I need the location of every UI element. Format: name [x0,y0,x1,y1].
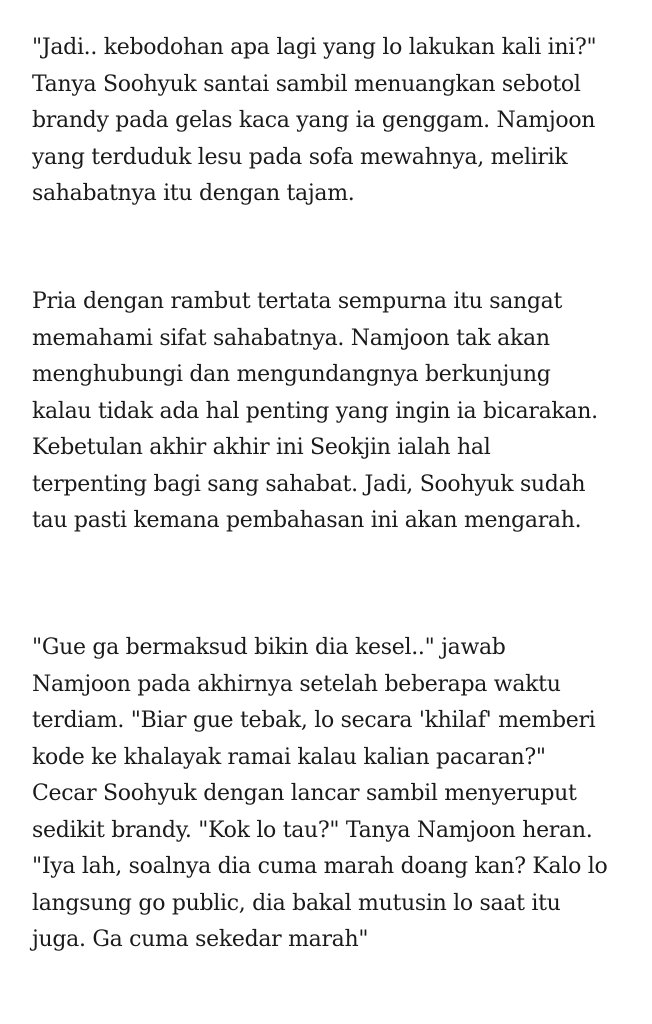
text-line: sahabatnya itu dengan tajam. [32,181,355,206]
paragraph-3 [32,630,607,959]
text-line: juga. Ga cuma sekedar marah" [32,927,369,952]
text-line: menghubungi dan mengundangnya berkunjung [32,362,551,387]
text-line: terpenting bagi sang sahabat. Jadi, Soohyuk sudah [32,471,586,497]
paragraph-1 [32,30,596,213]
text-line: langsung go public, dia bakal mutusin lo saat itu [32,890,561,916]
text-line: terdiam. "Biar gue tebak, lo secara 'khilaf' memberi [32,708,596,733]
text-line: brandy pada gelas kaca yang ia genggam. Namjoon [32,108,596,133]
text-line: tau pasti kemana pembahasan ini akan mengarah. [32,508,582,533]
text-line: sedikit brandy. "Kok lo tau?" Tanya Namjoon heran. [32,817,593,843]
text-line: Pria dengan rambut tertata sempurna itu sangat [32,289,563,314]
text-line: yang terduduk lesu pada sofa mewahnya, melirik [32,144,568,170]
text-line: "Jadi.. kebodohan apa lagi yang lo lakukan kali ini?" [32,35,597,60]
text-line: kode ke khalayak ramai kalau kalian pacaran?" [32,744,546,770]
text-line: memahami sifat sahabatnya. Namjoon tak akan [32,325,550,351]
text-line: Cecar Soohyuk dengan lancar sambil menyeruput [32,781,577,806]
text-line: Namjoon pada akhirnya setelah beberapa waktu [32,671,561,697]
text-line: "Gue ga bermaksud bikin dia kesel.." jawab [32,635,506,660]
text-line: kalau tidak ada hal penting yang ingin ia bicarakan. [32,398,598,424]
paragraph-2 [32,284,598,540]
text-line: Tanya Soohyuk santai sambil menuangkan sebotol [32,71,581,97]
text-line: "Iya lah, soalnya dia cuma marah doang kan? Kalo lo [32,854,608,879]
text-line: Kebetulan akhir akhir ini Seokjin ialah hal [32,435,491,460]
